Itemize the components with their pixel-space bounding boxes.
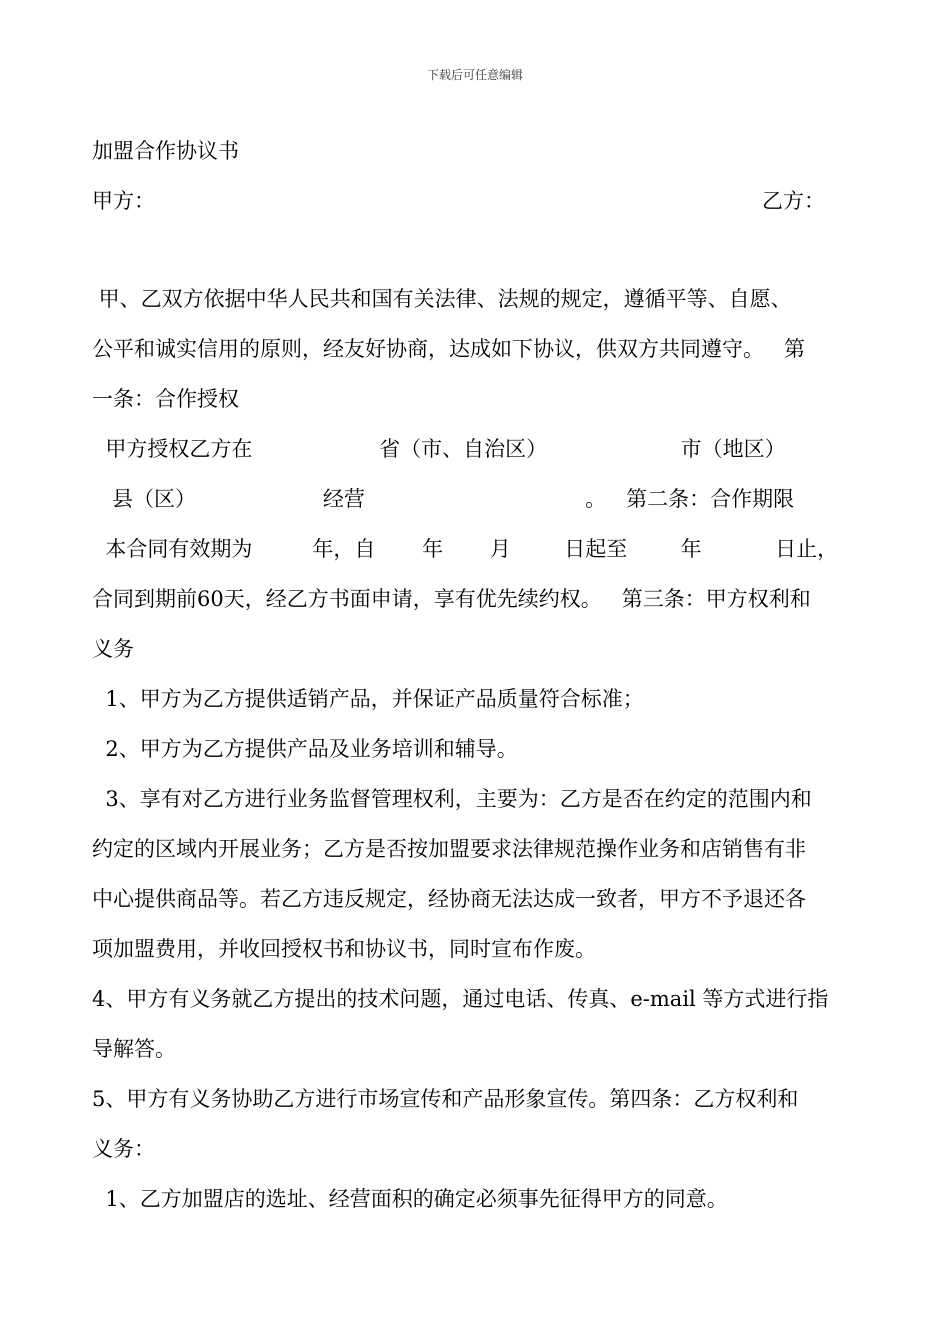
list-item: 3、享有对乙方进行业务监督管理权利，主要为：乙方是否在约定的范围内和 [92, 787, 812, 811]
section-heading-line: 一条：合作授权 [92, 387, 239, 411]
list-item: 2、甲方为乙方提供产品及业务培训和辅导。 [92, 737, 518, 761]
paragraph-line: 导解答。 [92, 1037, 176, 1061]
paragraph-line: 中心提供商品等。若乙方违反规定，经协商无法达成一致者，甲方不予退还各 [92, 887, 806, 911]
paragraph-line: 义务 [92, 637, 134, 661]
paragraph-line: 县（区） 经营 。 第二条：合作期限 [92, 487, 795, 511]
paragraph-line: 合同到期前60天，经乙方书面申请，享有优先续约权。 第三条：甲方权利和 [92, 587, 811, 611]
paragraph-line: 公平和诚实信用的原则，经友好协商，达成如下协议，供双方共同遵守。 第 [92, 337, 806, 361]
paragraph-line: 甲方授权乙方在 省（市、自治区） 市（地区） [92, 437, 786, 461]
paragraph-line: 项加盟费用，并收回授权书和协议书，同时宣布作废。 [92, 937, 596, 961]
list-item: 5、甲方有义务协助乙方进行市场宣传和产品形象宣传。第四条：乙方权利和 [92, 1087, 799, 1111]
paragraph-line: 约定的区域内开展业务；乙方是否按加盟要求法律规范操作业务和店销售有非 [92, 837, 806, 861]
party-a-label: 甲方： [92, 189, 155, 213]
party-b-label: 乙方： [762, 189, 825, 213]
header-note: 下载后可任意编辑 [426, 68, 523, 82]
list-item: 1、乙方加盟店的选址、经营面积的确定必须事先征得甲方的同意。 [92, 1187, 728, 1211]
document-title: 加盟合作协议书 [92, 139, 239, 163]
list-item: 1、甲方为乙方提供适销产品，并保证产品质量符合标准； [92, 687, 644, 711]
paragraph-line: 义务： [92, 1137, 155, 1161]
list-item: 4、甲方有义务就乙方提出的技术问题，通过电话、传真、e-mail 等方式进行指 [92, 987, 829, 1011]
paragraph-line: 甲、乙双方依据中华人民共和国有关法律、法规的规定，遵循平等、自愿、 [92, 287, 792, 311]
paragraph-line: 本合同有效期为 年，自 年 月 日起至 年 日止， [92, 537, 839, 561]
